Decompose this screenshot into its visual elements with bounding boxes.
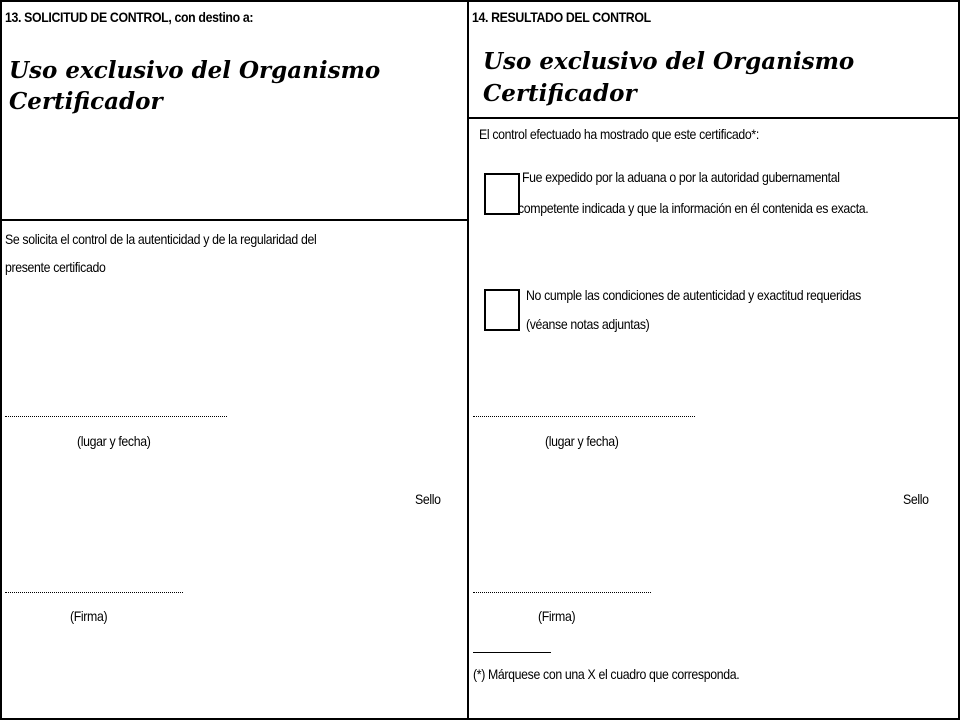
left-stamp-line2: Certificador xyxy=(9,88,163,115)
right-place-date-label: (lugar y fecha) xyxy=(545,433,619,449)
left-request-line1: Se solicita el control de la autenticidad y de la regularidad del xyxy=(5,231,317,247)
option2-checkbox[interactable] xyxy=(484,289,520,331)
option1-checkbox[interactable] xyxy=(484,173,520,215)
left-place-date-label: (lugar y fecha) xyxy=(77,433,151,449)
footnote: (*) Márquese con una X el cuadro que corresponda. xyxy=(473,666,740,682)
right-section-divider xyxy=(467,117,960,119)
right-intro: El control efectuado ha mostrado que este certificado*: xyxy=(479,126,759,142)
option1-line2: competente indicada y que la información en él contenida es exacta. xyxy=(518,200,869,216)
option2-line2: (véanse notas adjuntas) xyxy=(526,316,650,332)
right-signature-dotted-line[interactable] xyxy=(473,592,651,593)
right-place-date-dotted-line[interactable] xyxy=(473,416,695,417)
right-seal-label: Sello xyxy=(903,491,929,507)
left-section-divider xyxy=(0,219,469,221)
option1-line1: Fue expedido por la aduana o por la autoridad gubernamental xyxy=(522,169,840,185)
center-divider xyxy=(467,0,469,720)
left-signature-label: (Firma) xyxy=(70,608,108,624)
right-stamp-line2: Certificador xyxy=(483,80,637,107)
left-place-date-dotted-line[interactable] xyxy=(5,416,227,417)
left-stamp-line1: Uso exclusivo del Organismo xyxy=(9,57,381,84)
left-seal-label: Sello xyxy=(415,491,441,507)
right-stamp-line1: Uso exclusivo del Organismo xyxy=(483,48,855,75)
left-request-line2: presente certificado xyxy=(5,259,106,275)
left-signature-dotted-line[interactable] xyxy=(5,592,183,593)
footnote-separator xyxy=(473,652,551,653)
right-heading: 14. RESULTADO DEL CONTROL xyxy=(472,9,651,25)
left-heading: 13. SOLICITUD DE CONTROL, con destino a: xyxy=(5,9,254,25)
option2-line1: No cumple las condiciones de autenticidad y exactitud requeridas xyxy=(526,287,861,303)
right-signature-label: (Firma) xyxy=(538,608,576,624)
